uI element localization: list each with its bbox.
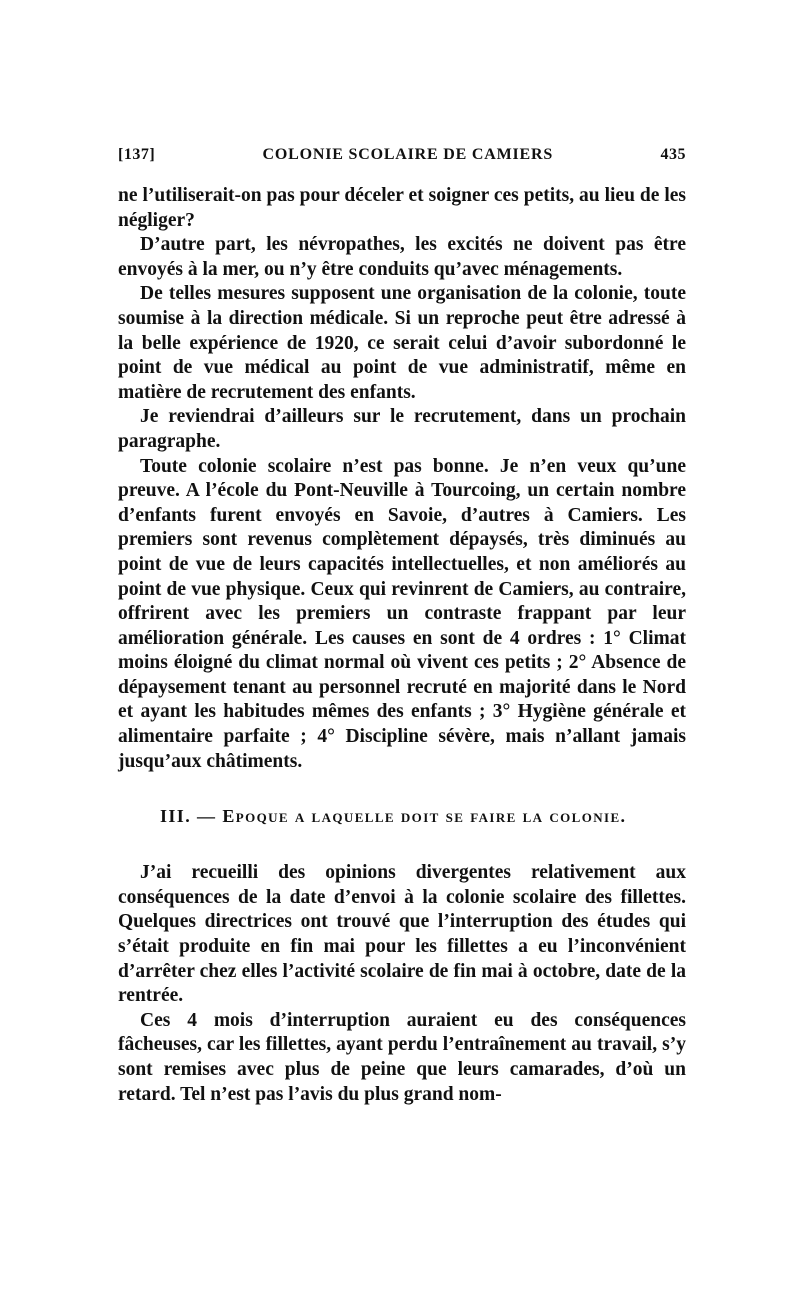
paragraph: D’autre part, les névropathes, les excités ne doivent pas être envoyés à la mer, ou n’y être conduits qu’avec ménagements. <box>118 234 686 280</box>
body-text-top <box>118 184 686 774</box>
paragraph: Je reviendrai d’ailleurs sur le recrutement, dans un prochain paragraphe. <box>118 406 686 452</box>
body-text-bottom <box>118 861 686 1107</box>
page-number: 435 <box>660 146 686 163</box>
paragraph: J’ai recueilli des opinions divergentes relativement aux conséquences de la date d’envoi à la colonie scolaire des fillettes. Quelques directrices ont trouvé que l’interruption des études qui s’était produite en fin mai pour les fillettes a eu l’inconvénient d’arrêter chez elles l’activité scolaire de fin mai à octobre, date de la rentrée. <box>118 862 686 1007</box>
paragraph: Ces 4 mois d’interruption auraient eu des conséquences fâcheuses, car les fillettes, ayant perdu l’entraînement au travail, s’y sont remises avec plus de peine que leurs camarades, d’où un retard. Tel n’est pas l’avis du plus grand nom- <box>118 1009 686 1105</box>
section-number: III. — <box>160 806 217 827</box>
paragraph: De telles mesures supposent une organisation de la colonie, toute soumise à la direction médicale. Si un reproche peut être adressé à la belle expérience de 1920, ce serait celui d’avoir subordonné le point de vue médical au point de vue administratif, même en matière de recrutement des enfants. <box>118 283 686 403</box>
section-heading <box>118 806 686 827</box>
paragraph: ne l’utiliserait-on pas pour déceler et soigner ces petits, au lieu de les négliger? <box>118 185 686 231</box>
paragraph: Toute colonie scolaire n’est pas bonne. Je n’en veux qu’une preuve. A l’école du Pont-Neuville à Tourcoing, un certain nombre d’enfants furent envoyés en Savoie, d’autres à Camiers. Les premiers sont revenus complètement dépaysés, très diminués au point de vue de leurs capacités intellectuelles, et non améliorés au point de vue physique. Ceux qui revinrent de Camiers, au contraire, offrirent avec les premiers un contraste frappant par leur amélioration générale. Les causes en sont de 4 ordres : 1° Climat moins éloigné du climat normal où vivent ces petits ; 2° Absence de dépaysement tenant au personnel recruté en majorité dans le Nord et ayant les habitudes mêmes des enfants ; 3° Hygiène générale et alimentaire parfaite ; 4° Discipline sévère, mais n’allant jamais jusqu’aux châtiments. <box>118 455 686 772</box>
book-page <box>118 146 686 1107</box>
running-head <box>118 146 686 174</box>
header-bracket-number: [137] <box>118 146 156 163</box>
section-title: Epoque a laquelle doit se faire la colonie. <box>222 806 627 827</box>
header-title: COLONIE SCOLAIRE DE CAMIERS <box>262 146 554 163</box>
